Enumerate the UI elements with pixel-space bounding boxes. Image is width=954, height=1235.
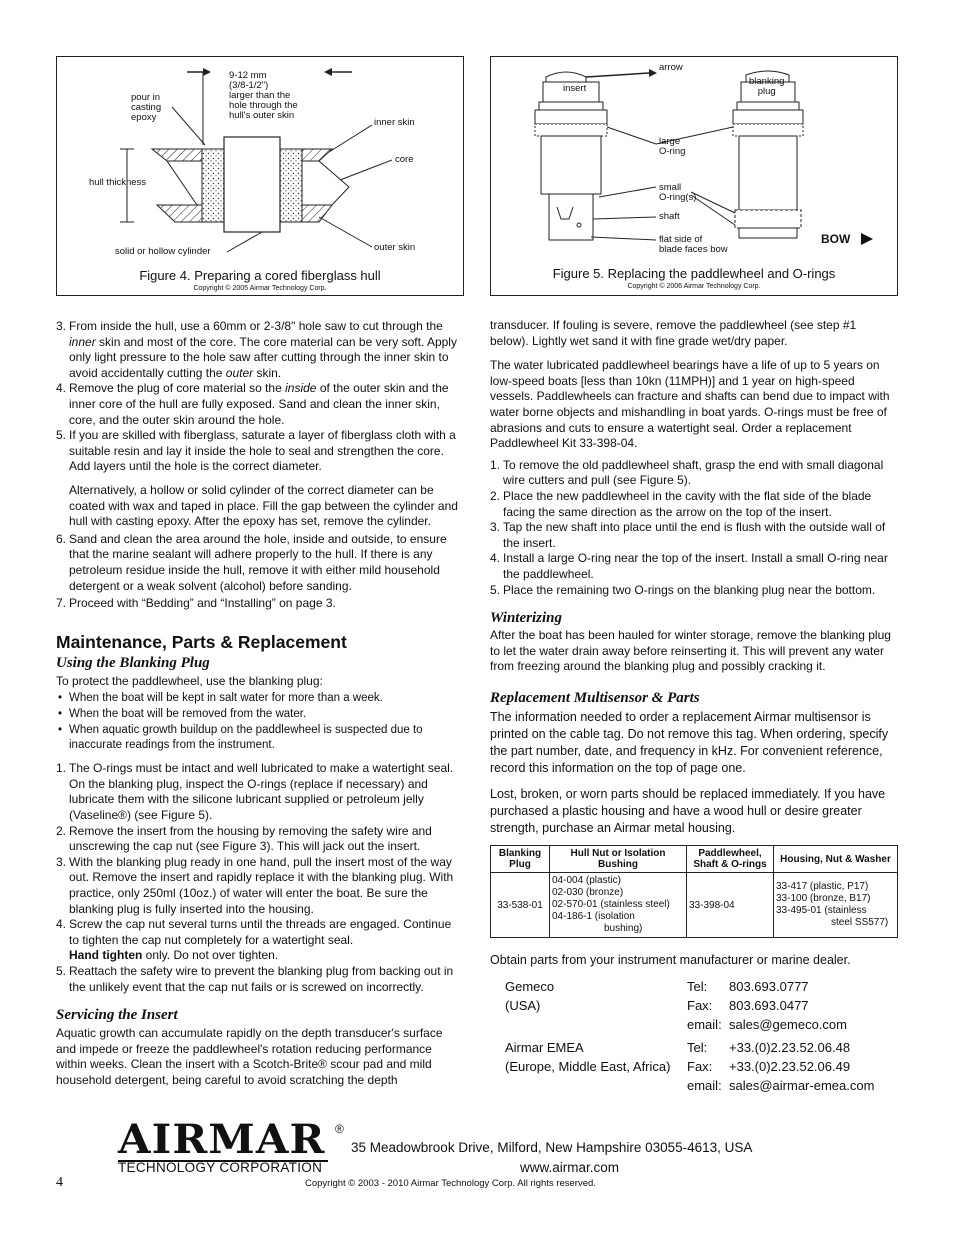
- list-item: • When aquatic growth buildup on the paddlewheel is suspected due to inaccurate readings from the instrument.: [58, 724, 423, 752]
- label-line: larger than the: [229, 90, 291, 101]
- list-item: [56, 428, 464, 475]
- contact-name: Airmar EMEA: [505, 1040, 584, 1055]
- step-number: 5.: [490, 582, 501, 597]
- label-line: pour in: [131, 92, 161, 103]
- label-bow: BOW: [821, 232, 851, 246]
- step-number: 5.: [56, 964, 67, 978]
- step-text: With the blanking plug ready in one hand, pull the insert most of the way out. Remove the insert and rapidly replace it with the blanking plug. With practice, only 250ml (10oz.) of water will enter the boat. Be sure the blanking plug is fully inserted into the housing.: [69, 854, 454, 916]
- step-text: of the outer skin and the inner core of the hull are fully exposed. Sand and clean the inner skin, core, and the outer skin around the hole.: [69, 381, 449, 427]
- cell-line: 33-417 (plastic, P17): [776, 881, 869, 892]
- label-line: blade faces bow: [659, 244, 728, 255]
- cell-line: 04-004 (plastic): [552, 875, 621, 886]
- contact-email-link[interactable]: sales@gemeco.com: [729, 1017, 847, 1032]
- table-header: Hull Nut or Isolation Bushing: [550, 846, 687, 873]
- label-arrow: arrow: [659, 62, 683, 73]
- right-column: [490, 318, 898, 846]
- footer-address: 35 Meadowbrook Drive, Milford, New Hampshire 03055-4613, USA: [351, 1140, 753, 1155]
- label-line: flat side of: [659, 234, 703, 245]
- label-dimension: [229, 71, 298, 121]
- step-number: 3.: [56, 319, 67, 333]
- list-item: [56, 319, 464, 381]
- table-header: Blanking Plug: [491, 846, 550, 873]
- cell-line: 02-570-01 (stainless steel): [552, 899, 670, 910]
- figure-4: [56, 56, 464, 296]
- step-text: Tap the new shaft into place until the end is flush with the outside wall of the insert.: [503, 520, 886, 550]
- step-number: 5.: [56, 428, 67, 443]
- cell-line: 33-495-01 (stainless: [776, 905, 867, 916]
- step-number: 7.: [56, 596, 67, 611]
- blanking-steps: [56, 761, 464, 995]
- list-item: [490, 551, 898, 582]
- label-line: O-ring: [659, 146, 686, 157]
- left-column: [56, 319, 464, 1098]
- step-text: Install a large O-ring near the top of the insert. Install a small O-ring near the paddlewheel.: [503, 551, 888, 581]
- table-row: [491, 873, 898, 938]
- bullet-text: When the boat will be removed from the water.: [69, 708, 307, 721]
- parts-table: [490, 845, 898, 938]
- core-steps-a: [56, 319, 464, 475]
- step-number: 4.: [56, 917, 67, 932]
- table-cell: 33-398-04: [687, 873, 774, 938]
- list-item: [490, 520, 898, 551]
- label-line: hole through the: [229, 100, 298, 111]
- label-line: small: [659, 182, 682, 193]
- cell-line: 02-030 (bronze): [552, 887, 624, 898]
- core-steps-b: [56, 532, 464, 612]
- step-emphasis: outer: [225, 365, 254, 380]
- contact-email-link[interactable]: sales@airmar-emea.com: [729, 1078, 875, 1093]
- step-emphasis: inside: [285, 381, 317, 396]
- step-text: Sand and clean the area around the hole, inside and outside, to ensure that the marine sealant will adhere properly to the hull. If there is any petroleum residue inside the hull, remove it with either mild household detergent or a weak solvent (alcohol) before sanding.: [69, 531, 447, 593]
- contact-region: (USA): [505, 998, 541, 1013]
- step-number: 1.: [56, 761, 67, 776]
- step-number: 3.: [56, 854, 67, 869]
- figure-4-copyright: Copyright © 2005 Airmar Technology Corp.: [193, 285, 327, 292]
- obtain-paragraph: Obtain parts from your instrument manufacturer or marine dealer.: [490, 953, 851, 967]
- figure-5-caption: Figure 5. Replacing the paddlewheel and O-rings: [552, 266, 836, 281]
- table-header: Paddlewheel, Shaft & O-rings: [687, 846, 774, 873]
- table-header: Housing, Nut & Washer: [774, 846, 898, 873]
- corp-name: TECHNOLOGY CORPORATION: [118, 1160, 323, 1175]
- step-text: Screw the cap nut several turns until the threads are engaged. Continue to tighten the cap nut completely for a watertight seal.: [69, 917, 452, 947]
- step-text: only. Do not over tighten.: [142, 948, 279, 963]
- cell-line: steel SS577): [831, 917, 889, 928]
- contact-tel: 803.693.0777: [729, 979, 809, 994]
- list-item: [490, 489, 898, 520]
- list-item: [56, 917, 464, 964]
- contact-fax-label: Fax:: [687, 1059, 713, 1074]
- winterizing-paragraph: After the boat has been hauled for winter storage, remove the blanking plug to let the water drain away before reinserting it. This will prevent any water from freezing around the blanking plug and possibly cracking it.: [490, 628, 891, 674]
- bearing-paragraph: The water lubricated paddlewheel bearings have a life of up to 5 years on low-speed boats [less than 10kn (11MPH)] and 1 year on high-speed vessels. Paddlewheels can fracture and shafts can bend due to impact with water borne objects and mishandling in boat yards. O-rings must be free of abrasions and cuts to ensure a watertight seal. Order a replacement Paddlewheel Kit 33-398-04.: [490, 358, 890, 451]
- contact-email-label: email:: [687, 1017, 722, 1032]
- cell-line: bushing): [604, 923, 643, 934]
- cell-line: 04-186-1 (isolation: [552, 911, 635, 922]
- step-text: To remove the old paddlewheel shaft, grasp the end with small diagonal wire cutters and pull (see Figure 5).: [503, 457, 884, 488]
- step-number: 4.: [490, 551, 501, 566]
- table-cell: [774, 873, 898, 938]
- contact-tel-label: Tel:: [687, 1040, 708, 1055]
- list-item: • When the boat will be kept in salt water for more than a week.: [58, 692, 383, 705]
- contact-fax: 803.693.0477: [729, 998, 809, 1013]
- bullet-text: When aquatic growth buildup on the paddlewheel is suspected due to inaccurate readings from the instrument.: [69, 724, 423, 752]
- step-number: 2.: [490, 488, 501, 503]
- label-hull-thickness: hull thickness: [89, 177, 147, 188]
- paddlewheel-steps: [490, 458, 898, 598]
- section-title: Maintenance, Parts & Replacement: [56, 631, 347, 652]
- blanking-intro: To protect the paddlewheel, use the blanking plug:: [56, 673, 323, 688]
- figure-5-copyright: Copyright © 2006 Airmar Technology Corp.: [627, 283, 761, 290]
- label-blanking-plug: [749, 77, 784, 97]
- step-text: The O-rings must be intact and well lubricated to make a watertight seal. On the blanking plug, inspect the O-rings (replace if necessary) and lubricate them with the silicone lubricant supplied or petroleum jelly (Vaseline®) (see Figure 5).: [69, 761, 454, 823]
- step-text: From inside the hull, use a 60mm or 2-3/8" hole saw to cut through the: [69, 319, 443, 333]
- page-number: 4: [56, 1175, 63, 1190]
- replacement-paragraph-1: The information needed to order a replacement Airmar multisensor is printed on the cable tag. Do not remove this tag. When ordering, specify the part number, date, and frequency in kHz. For convenient reference, record this information on the top of page one.: [490, 709, 889, 775]
- table-cell: [550, 873, 687, 938]
- label-core: core: [395, 154, 414, 165]
- list-item: [56, 532, 464, 594]
- step-text: Remove the plug of core material so the: [69, 381, 286, 396]
- servicing-heading: Servicing the Insert: [56, 1007, 178, 1024]
- table-header-row: [491, 846, 898, 873]
- contact-email-label: email:: [687, 1078, 722, 1093]
- footer-copyright: Copyright © 2003 - 2010 Airmar Technology Corp. All rights reserved.: [305, 1178, 596, 1189]
- contact-fax: +33.(0)2.23.52.06.49: [729, 1059, 851, 1074]
- list-item: [56, 824, 464, 855]
- label-insert: insert: [563, 83, 587, 94]
- label-line: hull's outer skin: [229, 110, 295, 121]
- replacement-heading: Replacement Multisensor & Parts: [490, 689, 700, 706]
- parts-table-wrapper: [490, 845, 898, 938]
- label-line: casting: [131, 102, 162, 113]
- list-item: [56, 964, 464, 995]
- label-line: plug: [757, 86, 776, 97]
- list-item: [56, 855, 464, 917]
- step-number: 6.: [56, 531, 67, 546]
- step-text: Proceed with “Bedding” and “Installing” on page 3.: [69, 596, 336, 611]
- label-cylinder: solid or hollow cylinder: [115, 246, 211, 257]
- figure-5-drawing: [491, 57, 897, 295]
- list-item: [56, 381, 464, 428]
- label-line: O-ring(s): [659, 192, 697, 203]
- registered-mark: ®: [335, 1122, 344, 1136]
- step-text: Place the remaining two O-rings on the blanking plug near the bottom.: [503, 582, 876, 597]
- table-cell: 33-538-01: [491, 873, 550, 938]
- step-bold: Hand tighten: [69, 948, 143, 963]
- step-text: Reattach the safety wire to prevent the blanking plug from backing out in the unlikely event that the cap nut fails or is screwed on incorrectly.: [69, 964, 454, 994]
- blanking-bullets: [56, 691, 464, 753]
- step-text: Remove the insert from the housing by removing the safety wire and unscrewing the cap nut (see Figure 3). This will jack out the insert.: [69, 823, 432, 854]
- alternative-paragraph: Alternatively, a hollow or solid cylinder of the correct diameter can be coated with wax and taped in place. Fill the gap between the cylinder and hull with casting epoxy. After the epoxy has set, remove the cylinder.: [69, 482, 458, 529]
- list-item: [56, 761, 464, 823]
- label-outer-skin: outer skin: [374, 242, 416, 253]
- airmar-logo: [118, 1116, 344, 1163]
- label-flat-side: [659, 235, 728, 255]
- replacement-paragraph-2: Lost, broken, or worn parts should be replaced immediately. If you have purchased a plastic housing and have a wood hull or desire greater strength, purchase an Airmar metal housing.: [490, 786, 886, 835]
- label-inner-skin: inner skin: [374, 117, 415, 128]
- contact-fax-label: Fax:: [687, 998, 713, 1013]
- label-shaft: shaft: [659, 211, 680, 222]
- label-small-o-rings: [659, 183, 696, 203]
- contact-tel-label: Tel:: [687, 979, 708, 994]
- list-item: [490, 583, 898, 599]
- step-text: skin and most of the core. The core material can be very soft. Apply only light pressure to the hole saw after cutting through the inner skin to avoid accidentally cutting the: [69, 334, 457, 380]
- step-text: If you are skilled with fiberglass, saturate a layer of fiberglass cloth with a suitable resin and lay it inside the hole to seal and strengthen the core. Add layers until the hole is the correct diameter.: [69, 428, 456, 474]
- step-number: 2.: [56, 823, 67, 838]
- label-line: (3/8-1/2"): [229, 80, 269, 91]
- step-text: skin.: [253, 365, 282, 380]
- list-item: [490, 458, 898, 489]
- bullet-text: When the boat will be kept in salt water for more than a week.: [69, 692, 383, 705]
- footer-website-link[interactable]: www.airmar.com: [520, 1160, 620, 1175]
- label-pour: [131, 93, 161, 123]
- list-item: • When the boat will be removed from the water.: [58, 708, 307, 721]
- step-number: 4.: [56, 381, 67, 396]
- step-emphasis: inner: [69, 334, 96, 349]
- step-number: 3.: [490, 520, 501, 535]
- step-text: Place the new paddlewheel in the cavity with the flat side of the blade facing the same direction as the arrow on the top of the insert.: [503, 488, 872, 519]
- winterizing-heading: Winterizing: [490, 610, 562, 627]
- figure-5: [490, 56, 898, 296]
- blanking-plug-heading: Using the Blanking Plug: [56, 654, 210, 671]
- label-line: blanking: [749, 76, 785, 87]
- list-item: [56, 596, 464, 612]
- servicing-paragraph: Aquatic growth can accumulate rapidly on the depth transducer's surface and impede or freeze the paddlewheel's rotation reducing performance within weeks. Clean the insert with a Scotch-Brite® scour pad and mild household detergent, being careful to avoid scratching the depth: [56, 1026, 443, 1087]
- contact-tel: +33.(0)2.23.52.06.48: [729, 1040, 851, 1055]
- logo-wordmark: AIRMAR: [118, 1116, 326, 1163]
- cell-line: 33-100 (bronze, B17): [776, 893, 871, 904]
- contact-name: Gemeco: [505, 979, 555, 994]
- label-line: large: [659, 136, 681, 147]
- figure-4-caption: Figure 4. Preparing a cored fiberglass hull: [139, 268, 381, 283]
- label-line: 9-12 mm: [229, 70, 267, 81]
- contact-region: (Europe, Middle East, Africa): [505, 1059, 671, 1074]
- continued-paragraph: transducer. If fouling is severe, remove the paddlewheel (see step #1 below). Lightly wet sand it with fine grade wet/dry paper.: [490, 318, 857, 348]
- label-line: epoxy: [131, 112, 157, 123]
- step-number: 1.: [490, 457, 501, 472]
- label-large-o-ring: [659, 137, 685, 157]
